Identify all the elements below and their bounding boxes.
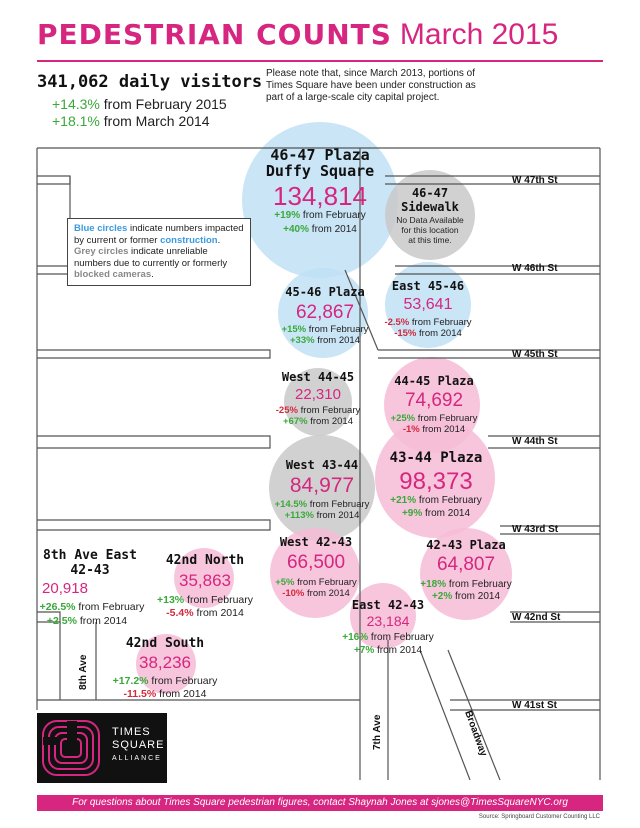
plaza-n42-delta-feb: [145, 594, 265, 606]
street-label: W 45th St: [512, 349, 558, 360]
delta-value: +18%: [420, 579, 447, 590]
delta-text: from 2014: [314, 335, 360, 346]
plaza-p4445-name: 44-45 Plaza: [394, 374, 474, 388]
street-label: W 43rd St: [512, 524, 559, 535]
plaza-w4445-count: 22,310: [295, 386, 341, 403]
plaza-p4445-delta-2014: [382, 424, 486, 435]
plaza-w4243-name: West 42-43: [279, 535, 353, 549]
delta-value: +18.1%: [52, 113, 100, 129]
delta-value: +14.3%: [52, 96, 100, 112]
plaza-p4243-count: 64,807: [436, 554, 496, 575]
logo-text: [112, 726, 164, 765]
plaza-w4445-delta-2014: [268, 416, 368, 427]
plaza-4546-delta-2014: [270, 335, 380, 346]
plaza-eighth-delta-2014: [37, 615, 137, 627]
plaza-s42-delta-2014: [105, 688, 225, 700]
delta-text: from February 2015: [99, 96, 227, 112]
delta-value: +9%: [401, 508, 423, 519]
delta-text: from 2014: [313, 510, 360, 521]
delta-text: from February: [300, 210, 366, 221]
delta-text: from February: [368, 632, 434, 643]
delta-value: +2%: [431, 591, 453, 602]
note-line: at this time.: [408, 235, 452, 245]
delta-text: from February: [184, 594, 253, 606]
delta-value: +13%: [156, 594, 185, 606]
plaza-sidewalk-note: [385, 215, 475, 245]
delta-text: from February: [416, 495, 482, 506]
plaza-p4344-name: 43-44 Plaza: [389, 450, 483, 466]
delta-text: from 2014: [304, 588, 350, 599]
plaza-p4445-delta-feb: [382, 413, 486, 424]
legend-blue-label: Blue circles: [74, 223, 128, 234]
plaza-w4344-delta-feb: [270, 499, 374, 510]
delta-text: from 2014: [307, 416, 353, 427]
total-visitors: 341,062 daily visitors: [37, 72, 263, 92]
delta-value: +15%: [281, 324, 307, 335]
legend-grey-text: indicate unreliable numbers due to currently or formerly: [74, 246, 228, 269]
delta-text: from 2014: [416, 328, 462, 339]
plaza-name-line: 42-43: [70, 563, 110, 578]
plaza-n42-delta-2014: [145, 607, 265, 619]
construction-note: Please note that, since March 2013, portions of Times Square have been under construction as part of a large-scale city capital project.: [266, 68, 476, 103]
plaza-duffy-delta-feb: [250, 210, 390, 221]
plaza-name-line: 46-47 Plaza: [270, 146, 370, 164]
street-label: W 42nd St: [512, 612, 561, 623]
plaza-duffy-delta-2014: [250, 224, 390, 235]
delta-text: from February: [415, 413, 478, 424]
plaza-w4344-count: 84,977: [289, 474, 355, 497]
plaza-p4243-name: 42-43 Plaza: [426, 538, 506, 552]
note-line: for this location: [401, 225, 459, 235]
plaza-n42-name: 42nd North: [165, 553, 245, 568]
plaza-p4344-delta-feb: [378, 495, 494, 506]
street-label: W 41st St: [512, 700, 558, 711]
plaza-p4344-delta-2014: [378, 508, 494, 519]
plaza-4546-name: 45-46 Plaza: [285, 285, 365, 299]
plaza-sidewalk-name: [385, 186, 475, 214]
plaza-name-line: Duffy Square: [265, 162, 375, 180]
delta-text: from February: [297, 405, 361, 416]
delta-value: -10%: [282, 588, 305, 599]
plaza-s42-count: 38,236: [139, 653, 191, 672]
delta-text: from February: [307, 499, 370, 510]
note-line: No Data Available: [396, 215, 464, 225]
delta-text: from March 2014: [99, 113, 210, 129]
delta-text: from February: [148, 675, 218, 687]
delta-value: +40%: [283, 224, 310, 235]
delta-value: +7%: [353, 645, 375, 656]
logo-mark-icon: [37, 713, 107, 783]
plaza-name-line: 8th Ave East: [43, 548, 137, 563]
street-label: W 44th St: [512, 436, 558, 447]
plaza-e4546-delta-feb: [375, 317, 481, 328]
delta-value: +26.5%: [39, 601, 76, 613]
delta-text: from 2014: [76, 615, 128, 627]
delta-value: -1%: [402, 424, 420, 435]
delta-text: from 2014: [156, 688, 207, 700]
legend-box: [67, 218, 251, 286]
plaza-w4243-count: 66,500: [286, 552, 346, 573]
plaza-w4445-name: West 44-45: [281, 370, 355, 384]
avenue-label-broadway: Broadway: [462, 709, 489, 758]
plaza-e4546-delta-2014: [375, 328, 481, 339]
plaza-p4243-delta-feb: [410, 579, 522, 590]
logo-line: SQUARE: [112, 739, 165, 751]
delta-text: from February: [409, 317, 472, 328]
plaza-4546-count: 62,867: [295, 302, 355, 323]
plaza-name-line: 46-47: [411, 186, 449, 200]
delta-text: from 2014: [422, 508, 471, 519]
delta-text: from 2014: [193, 607, 244, 619]
legend-blue-text: indicate numbers impacted by current or former: [74, 223, 244, 246]
street-label: W 46th St: [512, 263, 558, 274]
legend-period: .: [151, 269, 154, 280]
plaza-4546-delta-feb: [270, 324, 380, 335]
plaza-w4243-delta-feb: [264, 577, 368, 588]
plaza-p4344-count: 98,373: [399, 468, 473, 495]
delta-value: +25%: [390, 413, 416, 424]
avenue-label-8th: 8th Ave: [78, 654, 89, 690]
avenue-label-7th: 7th Ave: [372, 714, 383, 750]
plaza-e4243-delta-2014: [338, 645, 438, 656]
delta-text: from February: [446, 579, 512, 590]
plaza-duffy-count: 134,814: [273, 181, 367, 211]
legend-grey-word: blocked cameras: [74, 269, 152, 280]
plaza-e4243-count: 23,184: [366, 613, 410, 629]
delta-value: -15%: [394, 328, 417, 339]
delta-value: +113%: [284, 510, 314, 521]
plaza-s42-delta-feb: [105, 675, 225, 687]
delta-text: from 2014: [452, 591, 501, 602]
legend-grey-label: Grey circles: [74, 246, 129, 257]
plaza-p4445-count: 74,692: [404, 390, 464, 411]
delta-text: from 2014: [309, 224, 357, 235]
plaza-w4445-delta-feb: [268, 405, 368, 416]
plaza-e4243-delta-feb: [338, 632, 438, 643]
plaza-w4344-delta-2014: [270, 510, 374, 521]
plaza-eighth-name: [40, 548, 140, 578]
delta-value: +2.5%: [46, 615, 77, 627]
delta-value: -5.4%: [166, 607, 194, 619]
title-text: PEDESTRIAN COUNTS: [37, 18, 392, 51]
plaza-e4546-name: East 45-46: [391, 279, 465, 293]
footer-contact: For questions about Times Square pedestrian figures, contact Shaynah Jones at sjones@TimesSquareNYC.org: [37, 795, 603, 811]
plaza-s42-name: 42nd South: [125, 636, 205, 651]
plaza-eighth-count: 20,918: [42, 580, 88, 597]
delta-value: -2.5%: [384, 317, 410, 328]
legend-period: .: [217, 234, 221, 246]
plaza-name-line: Sidewalk: [401, 200, 459, 214]
delta-value: -11.5%: [123, 688, 157, 700]
delta-value: +17.2%: [112, 675, 149, 687]
street-label: W 47th St: [512, 175, 558, 186]
legend-blue-word: construction: [160, 234, 218, 246]
delta-value: +67%: [283, 416, 308, 427]
delta-value: +5%: [275, 577, 295, 588]
delta-value: +19%: [274, 210, 301, 221]
plaza-e4546-count: 53,641: [403, 296, 453, 313]
delta-value: -25%: [275, 405, 298, 416]
plaza-e4243-name: East 42-43: [351, 598, 425, 612]
delta-value: +33%: [290, 335, 315, 346]
source-credit: Source: Springboard Customer Counting LLC: [478, 814, 600, 820]
delta-text: from 2014: [374, 645, 423, 656]
delta-text: from February: [75, 601, 145, 613]
title-date: March 2015: [399, 18, 559, 51]
delta-value: +21%: [390, 495, 417, 506]
delta-text: from February: [294, 577, 357, 588]
logo-line: TIMES: [112, 726, 151, 738]
plaza-w4344-name: West 43-44: [285, 458, 359, 472]
logo-line: ALLIANCE: [112, 755, 162, 762]
plaza-n42-count: 35,863: [179, 571, 231, 590]
delta-text: from February: [306, 324, 369, 335]
plaza-eighth-delta-feb: [37, 601, 147, 613]
plaza-duffy-name: [250, 147, 390, 179]
delta-text: from 2014: [419, 424, 466, 435]
delta-value: +16%: [342, 632, 369, 643]
delta-value: +14.5%: [274, 499, 308, 510]
